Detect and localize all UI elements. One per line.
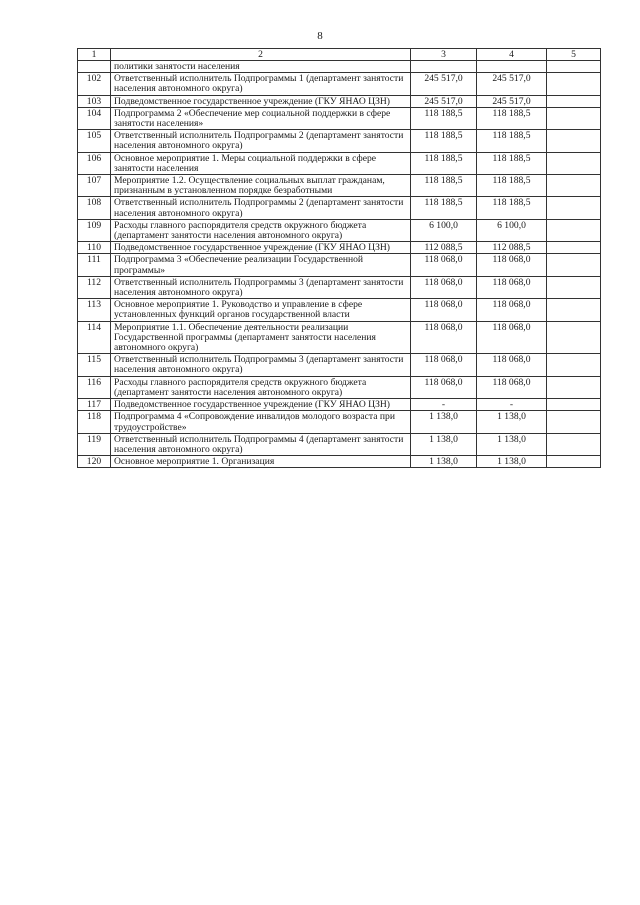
row-number-cell: 113	[78, 299, 111, 321]
description-cell: Подпрограмма 2 «Обеспечение мер социальной поддержки в сфере занятости населения»	[111, 107, 411, 129]
row-number-cell: 108	[78, 197, 111, 219]
row-number-cell: 117	[78, 399, 111, 411]
table-row	[78, 376, 601, 398]
amount-col-3-cell: -	[411, 399, 477, 411]
amount-col-5-cell	[547, 399, 601, 411]
amount-col-3-cell: 1 138,0	[411, 411, 477, 433]
row-number-cell: 111	[78, 254, 111, 276]
table-row	[78, 399, 601, 411]
amount-col-4-cell: 118 068,0	[477, 276, 547, 298]
description-cell: Основное мероприятие 1. Организация	[111, 456, 411, 468]
amount-col-5-cell	[547, 376, 601, 398]
amount-col-4-cell: 118 188,5	[477, 175, 547, 197]
amount-col-4-cell: 245 517,0	[477, 73, 547, 95]
amount-col-5-cell	[547, 197, 601, 219]
header-col-4: 4	[477, 49, 547, 61]
amount-col-3-cell: 118 068,0	[411, 354, 477, 376]
row-number-cell: 107	[78, 175, 111, 197]
description-cell: Подведомственное государственное учреждение (ГКУ ЯНАО ЦЗН)	[111, 95, 411, 107]
table-row	[78, 61, 601, 73]
amount-col-3-cell: 118 068,0	[411, 299, 477, 321]
description-cell: политики занятости населения	[111, 61, 411, 73]
header-col-1: 1	[78, 49, 111, 61]
header-col-3: 3	[411, 49, 477, 61]
table-row	[78, 152, 601, 174]
amount-col-5-cell	[547, 433, 601, 455]
amount-col-4-cell: 118 068,0	[477, 354, 547, 376]
amount-col-4-cell: 112 088,5	[477, 242, 547, 254]
description-cell: Подведомственное государственное учреждение (ГКУ ЯНАО ЦЗН)	[111, 399, 411, 411]
amount-col-4-cell: 1 138,0	[477, 433, 547, 455]
table-row	[78, 433, 601, 455]
amount-col-4-cell: 1 138,0	[477, 411, 547, 433]
table-row	[78, 321, 601, 354]
amount-col-3-cell: 118 068,0	[411, 376, 477, 398]
amount-col-5-cell	[547, 354, 601, 376]
amount-col-5-cell	[547, 107, 601, 129]
amount-col-5-cell	[547, 242, 601, 254]
row-number-cell: 120	[78, 456, 111, 468]
description-cell: Ответственный исполнитель Подпрограммы 2 (департамент занятости населения автономного округа)	[111, 130, 411, 152]
amount-col-5-cell	[547, 411, 601, 433]
header-row	[78, 49, 601, 61]
row-number-cell	[78, 61, 111, 73]
budget-table	[77, 48, 601, 468]
row-number-cell: 102	[78, 73, 111, 95]
row-number-cell: 105	[78, 130, 111, 152]
amount-col-3-cell: 1 138,0	[411, 456, 477, 468]
amount-col-4-cell: 245 517,0	[477, 95, 547, 107]
description-cell: Мероприятие 1.2. Осуществление социальных выплат гражданам, признанным в установленном порядке безработными	[111, 175, 411, 197]
description-cell: Ответственный исполнитель Подпрограммы 1 (департамент занятости населения автономного округа)	[111, 73, 411, 95]
amount-col-4-cell: 118 068,0	[477, 299, 547, 321]
amount-col-3-cell: 245 517,0	[411, 95, 477, 107]
row-number-cell: 104	[78, 107, 111, 129]
header-col-2: 2	[111, 49, 411, 61]
page-number: 8	[317, 30, 323, 42]
amount-col-4-cell: -	[477, 399, 547, 411]
description-cell: Подведомственное государственное учреждение (ГКУ ЯНАО ЦЗН)	[111, 242, 411, 254]
header-col-5: 5	[547, 49, 601, 61]
table-row	[78, 299, 601, 321]
amount-col-4-cell: 118 068,0	[477, 254, 547, 276]
row-number-cell: 110	[78, 242, 111, 254]
description-cell: Основное мероприятие 1. Меры социальной поддержки в сфере занятости населения	[111, 152, 411, 174]
amount-col-5-cell	[547, 152, 601, 174]
amount-col-5-cell	[547, 299, 601, 321]
description-cell: Ответственный исполнитель Подпрограммы 4 (департамент занятости населения автономного округа)	[111, 433, 411, 455]
amount-col-4-cell: 118 068,0	[477, 321, 547, 354]
amount-col-3-cell: 245 517,0	[411, 73, 477, 95]
description-cell: Подпрограмма 3 «Обеспечение реализации Государственной программы»	[111, 254, 411, 276]
amount-col-3-cell: 118 188,5	[411, 197, 477, 219]
table-row	[78, 219, 601, 241]
table-row	[78, 411, 601, 433]
row-number-cell: 109	[78, 219, 111, 241]
amount-col-3-cell: 6 100,0	[411, 219, 477, 241]
amount-col-4-cell: 118 188,5	[477, 107, 547, 129]
amount-col-4-cell: 1 138,0	[477, 456, 547, 468]
description-cell: Мероприятие 1.1. Обеспечение деятельности реализации Государственной программы (департамент занятости населения автономного округа)	[111, 321, 411, 354]
amount-col-3-cell: 1 138,0	[411, 433, 477, 455]
amount-col-5-cell	[547, 219, 601, 241]
row-number-cell: 114	[78, 321, 111, 354]
amount-col-4-cell: 6 100,0	[477, 219, 547, 241]
row-number-cell: 106	[78, 152, 111, 174]
amount-col-5-cell	[547, 130, 601, 152]
table-row	[78, 242, 601, 254]
amount-col-3-cell: 118 188,5	[411, 130, 477, 152]
description-cell: Ответственный исполнитель Подпрограммы 3 (департамент занятости населения автономного округа)	[111, 276, 411, 298]
table-row	[78, 95, 601, 107]
row-number-cell: 112	[78, 276, 111, 298]
description-cell: Ответственный исполнитель Подпрограммы 3 (департамент занятости населения автономного округа)	[111, 354, 411, 376]
row-number-cell: 103	[78, 95, 111, 107]
table-row	[78, 456, 601, 468]
row-number-cell: 116	[78, 376, 111, 398]
row-number-cell: 115	[78, 354, 111, 376]
amount-col-5-cell	[547, 276, 601, 298]
table-row	[78, 73, 601, 95]
amount-col-5-cell	[547, 254, 601, 276]
amount-col-3-cell: 118 068,0	[411, 254, 477, 276]
table-row	[78, 354, 601, 376]
amount-col-5-cell	[547, 175, 601, 197]
amount-col-4-cell: 118 068,0	[477, 376, 547, 398]
amount-col-3-cell: 118 188,5	[411, 175, 477, 197]
row-number-cell: 119	[78, 433, 111, 455]
amount-col-3-cell: 112 088,5	[411, 242, 477, 254]
amount-col-5-cell	[547, 456, 601, 468]
table-row	[78, 175, 601, 197]
amount-col-4-cell: 118 188,5	[477, 197, 547, 219]
amount-col-4-cell	[477, 61, 547, 73]
amount-col-3-cell	[411, 61, 477, 73]
row-number-cell: 118	[78, 411, 111, 433]
amount-col-3-cell: 118 068,0	[411, 321, 477, 354]
amount-col-3-cell: 118 188,5	[411, 107, 477, 129]
table-row	[78, 254, 601, 276]
table-row	[78, 107, 601, 129]
description-cell: Ответственный исполнитель Подпрограммы 2 (департамент занятости населения автономного округа)	[111, 197, 411, 219]
amount-col-4-cell: 118 188,5	[477, 130, 547, 152]
amount-col-3-cell: 118 188,5	[411, 152, 477, 174]
description-cell: Основное мероприятие 1. Руководство и управление в сфере установленных функций органов государственной власти	[111, 299, 411, 321]
description-cell: Подпрограмма 4 «Сопровождение инвалидов молодого возраста при трудоустройстве»	[111, 411, 411, 433]
amount-col-4-cell: 118 188,5	[477, 152, 547, 174]
amount-col-5-cell	[547, 73, 601, 95]
table-row	[78, 197, 601, 219]
amount-col-5-cell	[547, 321, 601, 354]
amount-col-5-cell	[547, 61, 601, 73]
table-row	[78, 276, 601, 298]
amount-col-3-cell: 118 068,0	[411, 276, 477, 298]
description-cell: Расходы главного распорядителя средств окружного бюджета (департамент занятости населения автономного округа)	[111, 376, 411, 398]
table-row	[78, 130, 601, 152]
description-cell: Расходы главного распорядителя средств окружного бюджета (департамент занятости населения автономного округа)	[111, 219, 411, 241]
amount-col-5-cell	[547, 95, 601, 107]
